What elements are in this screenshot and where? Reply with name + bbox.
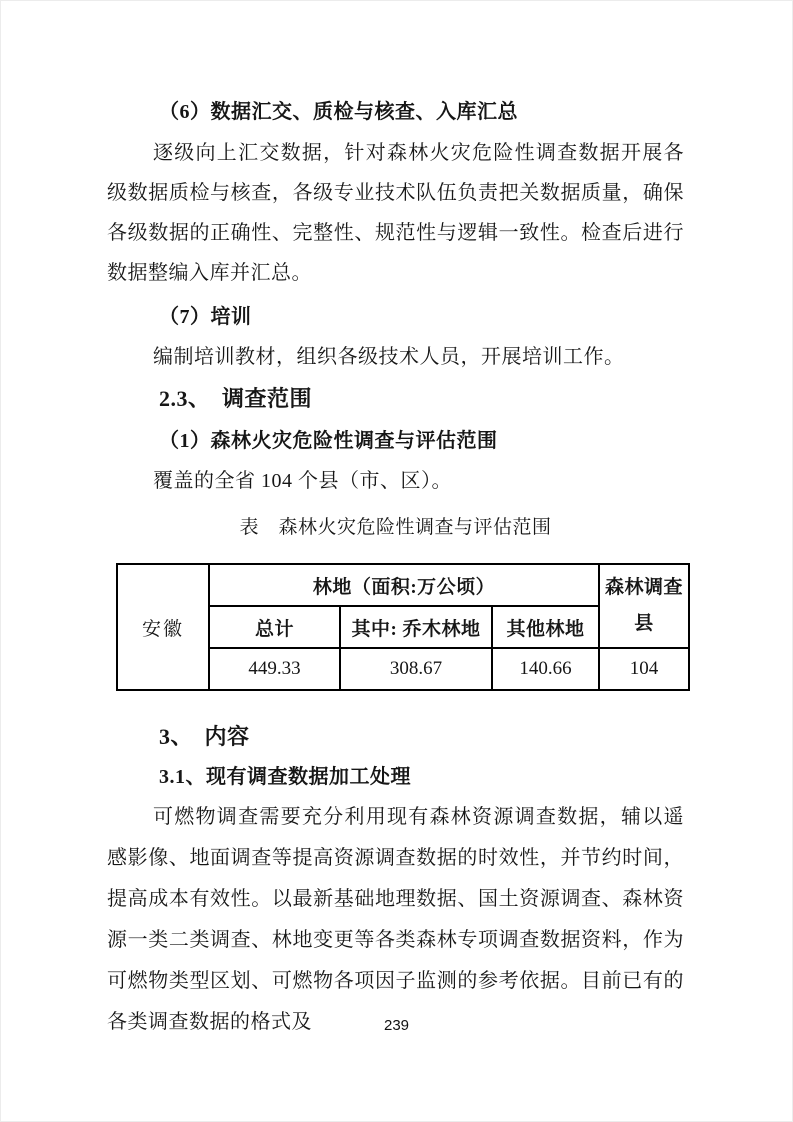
table-value-arbor: 308.67 xyxy=(340,648,492,690)
table-header-survey-county: 森林调查县 xyxy=(599,564,689,648)
survey-scope-table xyxy=(116,563,690,691)
paragraph-data-processing: 可燃物调查需要充分利用现有森林资源调查数据，辅以遥感影像、地面调查等提高资源调查数据的时效性，并节约时间，提高成本有效性。以最新基础地理数据、国土资源调查、森林资源一类二类调查、林地变更等各类森林专项调查数据资料，作为可燃物类型区划、可燃物各项因子监测的参考依据。目前已有的各类调查数据的格式及 xyxy=(107,806,684,1033)
table-value-other: 140.66 xyxy=(492,648,599,690)
table-row-header-group xyxy=(117,564,689,606)
table-cell-province: 安徽 xyxy=(117,564,209,690)
table-caption: 表 森林火灾危险性调查与评估范围 xyxy=(239,517,552,538)
table-header-arbor-forestland: 其中: 乔木林地 xyxy=(340,606,492,648)
heading-2-3-survey-scope: 2.3、 调查范围 xyxy=(159,386,313,411)
table-header-forestland-area: 林地（面积:万公顷） xyxy=(209,564,599,606)
heading-6-data-submission: （6）数据汇交、质检与核查、入库汇总 xyxy=(159,101,518,123)
table-header-other-forestland: 其他林地 xyxy=(492,606,599,648)
paragraph-training: 编制培训教材，组织各级技术人员，开展培训工作。 xyxy=(153,346,625,368)
heading-3-content: 3、 内容 xyxy=(159,724,250,749)
table-header-total: 总计 xyxy=(209,606,340,648)
content-area xyxy=(1,1,792,1043)
paragraph-data-submission: 逐级向上汇交数据，针对森林火灾危险性调查数据开展各级数据质检与核查，各级专业技术队伍负责把关数据质量，确保各级数据的正确性、完整性、规范性与逻辑一致性。检查后进行数据整编入库并汇总。 xyxy=(107,142,684,284)
table-value-total: 449.33 xyxy=(209,648,340,690)
paragraph-coverage: 覆盖的全省 104 个县（市、区）。 xyxy=(153,470,452,492)
table-value-county-count: 104 xyxy=(599,648,689,690)
page-number: 239 xyxy=(383,1017,410,1034)
heading-3-1-data-processing: 3.1、现有调查数据加工处理 xyxy=(159,766,411,788)
heading-7-training: （7）培训 xyxy=(159,306,252,328)
heading-1-fire-risk-scope: （1）森林火灾危险性调查与评估范围 xyxy=(159,430,498,452)
